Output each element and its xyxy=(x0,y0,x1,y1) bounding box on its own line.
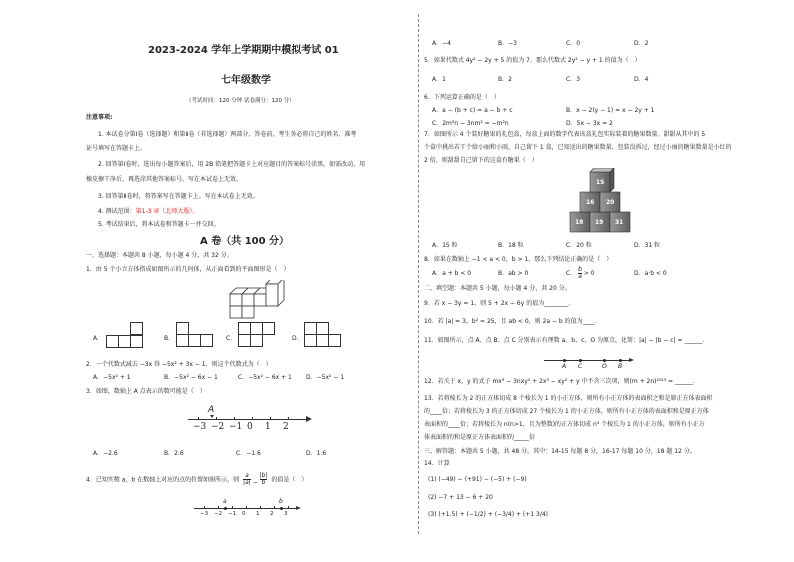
q4-tick xyxy=(288,506,289,509)
q3-point-marker xyxy=(210,415,214,418)
q1-option-c: C． xyxy=(226,335,237,342)
box-number: 19 xyxy=(595,219,604,226)
q3-option-b: B．2.6 xyxy=(164,450,184,457)
q4-tick-label: 3 xyxy=(284,511,288,517)
q6-option-d: D．5x − 3x = 2 xyxy=(566,120,613,127)
q7-option-c: C．20 粒 xyxy=(566,242,592,249)
q8-option-c: C． $\frac{b}{a}$ > 0 xyxy=(566,266,595,280)
q11-point xyxy=(579,359,582,362)
q6-option-b: B．x − 2(y − 1) = x − 2y + 1 xyxy=(566,107,655,114)
q4-tick xyxy=(260,506,261,509)
note-line: 橡皮擦干净后，再选涂其他答案标号。写在本试卷上无效。 xyxy=(86,176,243,183)
q4-option-c: C．0 xyxy=(566,40,581,47)
box-number: 20 xyxy=(606,199,615,206)
q8-option-b: B．ab > 0 xyxy=(498,270,529,277)
q11-axis xyxy=(544,360,630,361)
q1-option-d-figure xyxy=(304,322,344,348)
q7-option-a: A．15 粒 xyxy=(432,242,458,249)
q7-option-d: D．31 粒 xyxy=(634,242,661,249)
q14-item: (3) (+1.5) + (−1/2) + (−3/4) + (+1 3/4) xyxy=(428,511,549,518)
q11-point-label: O xyxy=(602,363,607,370)
q2-option-a: A．−5x² + 1 xyxy=(93,374,131,381)
q4-point-label: a xyxy=(223,498,227,505)
q3-tick xyxy=(252,417,253,420)
note-line: 证号填写在答题卡上。 xyxy=(86,145,147,152)
q5-option-d: D．4 xyxy=(634,76,649,83)
question-6: 6．下列运算正确的是（ ） xyxy=(424,94,500,101)
q3-tick xyxy=(234,417,235,420)
q3-tick xyxy=(198,417,199,420)
q6-option-a: A．a − (b + c) = a − b + c xyxy=(432,107,513,114)
q4-number-line xyxy=(190,498,310,526)
q4-option-b: B．−3 xyxy=(498,40,517,47)
q5-option-c: C．3 xyxy=(566,76,581,83)
q1-option-d: D． xyxy=(292,335,303,342)
q7-gift-boxes-figure xyxy=(566,168,636,236)
q2-option-c: C．−5x² − 6x + 1 xyxy=(238,374,292,381)
q4-point-label: b xyxy=(279,498,283,505)
q3-axis xyxy=(188,419,308,420)
q14-item: (1) (−49) − (+91) − (−5) + (−9) xyxy=(428,476,527,483)
q3-tick xyxy=(270,417,271,420)
q8-option-d: D．a·b < 0 xyxy=(634,270,667,277)
q3-option-d: D．1.6 xyxy=(306,450,327,457)
question-13-line: 的____倍；若将棱长为 3 的正方体切成 27 个棱长为 1 的小正方体，则所有小正方体的表面积和是原正方体 xyxy=(424,408,709,415)
box-number: 31 xyxy=(615,219,624,226)
q4-tick-label: −2 xyxy=(214,511,223,517)
q1-option-c-figure xyxy=(238,322,278,348)
box-number: 15 xyxy=(596,179,605,186)
q3-tick-label: 1 xyxy=(265,422,271,432)
q3-option-c: C．−1.6 xyxy=(236,450,261,457)
q11-point xyxy=(619,359,622,362)
box-number: 18 xyxy=(575,219,584,226)
q4-point xyxy=(224,507,227,510)
question-10: 10．若 |a| = 3，b² = 25，且 ab < 0，则 2a − b 的值为____． xyxy=(424,318,601,325)
q4-tick-label: 1 xyxy=(256,511,260,517)
question-14: 14．计算 xyxy=(424,460,450,467)
q4-option-d: D．2 xyxy=(634,40,649,47)
question-9: 9．若 x − 3y = 1，则 5 + 2x − 6y 的值为________． xyxy=(424,300,575,307)
subject-title: 七年级数学 xyxy=(221,75,271,86)
question-2: 2．一个代数式减去 −3x 得 −5x² + 3x − 1，则这个代数式为（ ） xyxy=(86,361,272,368)
question-13-line: 13．若将棱长为 2 的正方体切成 8 个棱长为 1 的小正方体，则所有小正方体的表面积之和是原正方体表面积 xyxy=(424,395,713,402)
q4-tick-label: −1 xyxy=(228,511,237,517)
question-12: 12．若关于 x，y 的式子 mx³ − 3nxy² + 2x³ − xy² + y 中不含三次项，则(m + 2n)²⁰²³ = ______． xyxy=(424,378,699,385)
q3-tick-label: 0 xyxy=(247,422,253,432)
q4-tick xyxy=(232,506,233,509)
q3-tick-label: −2 xyxy=(211,422,225,432)
note-line: 5. 考试结束后，将本试卷和答题卡一并交回。 xyxy=(98,221,220,228)
q4-tick-label: −3 xyxy=(200,511,209,517)
question-4: 4．已知实数 a，b 在数轴上对应的点的位置如图所示，则 $\frac{a}{|a|}$ − $\frac{|b|}{b}$ 的值是（ ） xyxy=(86,472,308,486)
q3-number-line xyxy=(184,404,324,434)
q4-point xyxy=(280,507,283,510)
column-divider xyxy=(418,14,419,534)
q3-tick xyxy=(288,417,289,420)
q11-point xyxy=(603,359,606,362)
scope-highlight: 第1-3 章（北师大版）。 xyxy=(135,208,199,215)
question-7-line: 7．如图所示 4 个装好糖果的礼包盒，每盒上面的数字代表该盒礼包实际装着的糖果数量。甜甜从其中的 5 xyxy=(424,131,706,138)
question-11: 11．如图所示，点 A、点 B、点 C 分别表示有理数 a、b、c，O 为原点，化简：|a| − |b − c| = ______． xyxy=(424,337,709,344)
q11-point-label: C xyxy=(578,363,583,370)
question-7-line: 个盒中挑出若干个给小丽和小雨，自己留下 1 盒，已知送出的糖果数量，包装没拆过，经过小丽的糖果数量是小红的 xyxy=(424,144,732,151)
section-a-title: A 卷（共 100 分） xyxy=(200,236,290,247)
q4-tick xyxy=(218,506,219,509)
question-1: 1．由 5 个小立方体搭成如图所示的几何体，从正面看到的平面图形是（ ） xyxy=(86,266,290,273)
q11-point-label: A xyxy=(562,363,567,370)
q4-tick-label: 2 xyxy=(270,511,274,517)
part2-heading: 二、填空题：本题共 5 小题，每小题 4 分，共 20 分。 xyxy=(424,285,571,292)
q4-tick-label: 0 xyxy=(242,511,246,517)
question-3: 3．如图，数轴上 A 点表示的数可能是（ ） xyxy=(86,388,206,395)
note-line: 1. 本试卷分第Ⅰ卷（选择题）和第Ⅱ卷（非选择题）两部分。答卷前，考生务必将自己的姓名、准考 xyxy=(98,131,357,138)
question-5: 5．如果代数式 4y² − 2y + 5 的值为 7，那么代数式 2y² − y + 1 的值为（ ） xyxy=(424,57,641,64)
box-number: 16 xyxy=(586,199,595,206)
question-7-line: 2 倍，则甜甜自己留下的这盒有糖果（ ） xyxy=(424,157,538,164)
q2-option-d: D．−5x² − 1 xyxy=(306,374,345,381)
q3-tick-label: −3 xyxy=(193,422,207,432)
exam-title: 2023-2024 学年上学期期中模拟考试 01 xyxy=(148,45,339,56)
exam-info: （考试时间：120 分钟 试卷满分：120 分） xyxy=(186,98,295,104)
note-line: 2. 回答第Ⅰ卷时，选出每小题答案后，用 2B 铅笔把答题卡上对应题目的答案标号涂黑。如需改动，用 xyxy=(98,161,366,168)
q5-option-b: B．2 xyxy=(498,76,512,83)
note-line: 4. 测试范围：第1-3 章（北师大版）。 xyxy=(98,208,199,215)
q1-option-a: A． xyxy=(93,335,104,342)
q3-tick-label: −1 xyxy=(229,422,243,432)
part1-heading: 一、选择题：本题共 8 小题，每小题 4 分，共 32 分。 xyxy=(86,252,233,259)
q14-item: (2) −7 + 13 − 6 + 20 xyxy=(428,494,493,501)
q4-tick xyxy=(204,506,205,509)
part3-heading: 三、解答题：本题共 5 小题，共 48 分。其中：14-15 每题 8 分，16-17 每题 10 分，18 题 12 分。 xyxy=(424,448,696,455)
q4-tick xyxy=(246,506,247,509)
q7-option-b: B．18 粒 xyxy=(498,242,524,249)
q3-axis-arrow xyxy=(306,416,312,422)
note-line: 3. 回答第Ⅱ卷时，将答案写在答题卡上。写在本试卷上无效。 xyxy=(98,193,259,200)
q2-option-b: B．−5x² − 6x − 1 xyxy=(164,374,218,381)
question-13-line: 表面积的____倍；若将棱长为 n(n>1，且为整数)的正方体切成 n³ 个棱长为 1 的小正方体，则所有小正方 xyxy=(424,421,705,428)
q11-axis-arrow xyxy=(629,358,634,362)
q3-tick-label: 2 xyxy=(283,422,289,432)
q4-expression: $\frac{a}{|a|}$ − $\frac{|b|}{b}$ xyxy=(243,472,268,486)
q1-option-a-figure xyxy=(106,322,146,348)
q1-option-b: B． xyxy=(164,335,175,342)
q11-number-line xyxy=(544,354,636,372)
q5-option-a: A．1 xyxy=(432,76,446,83)
q4-axis-arrow xyxy=(296,506,301,510)
question-8: 8．如果在数轴上 −1 < a < 0，b > 1，那么下列结论正确的是（ ） xyxy=(424,256,613,263)
q4-option-a: A．−4 xyxy=(432,40,451,47)
q3-point-label: A xyxy=(208,405,215,415)
q4-tick xyxy=(274,506,275,509)
q11-point-label: B xyxy=(618,363,623,370)
q1-solid-figure xyxy=(218,280,288,322)
q8-option-a: A．a + b < 0 xyxy=(432,270,472,277)
q11-point xyxy=(563,359,566,362)
q3-tick xyxy=(216,417,217,420)
question-13-line: 体表面积的和是原正方体表面积的_____倍 xyxy=(424,434,536,441)
notes-heading: 注意事项: xyxy=(86,114,113,121)
q3-option-a: A．−2.6 xyxy=(93,450,118,457)
q6-option-c: C．2m²n − 3nm² = −m²n xyxy=(432,120,509,127)
q1-option-b-figure xyxy=(176,322,216,348)
